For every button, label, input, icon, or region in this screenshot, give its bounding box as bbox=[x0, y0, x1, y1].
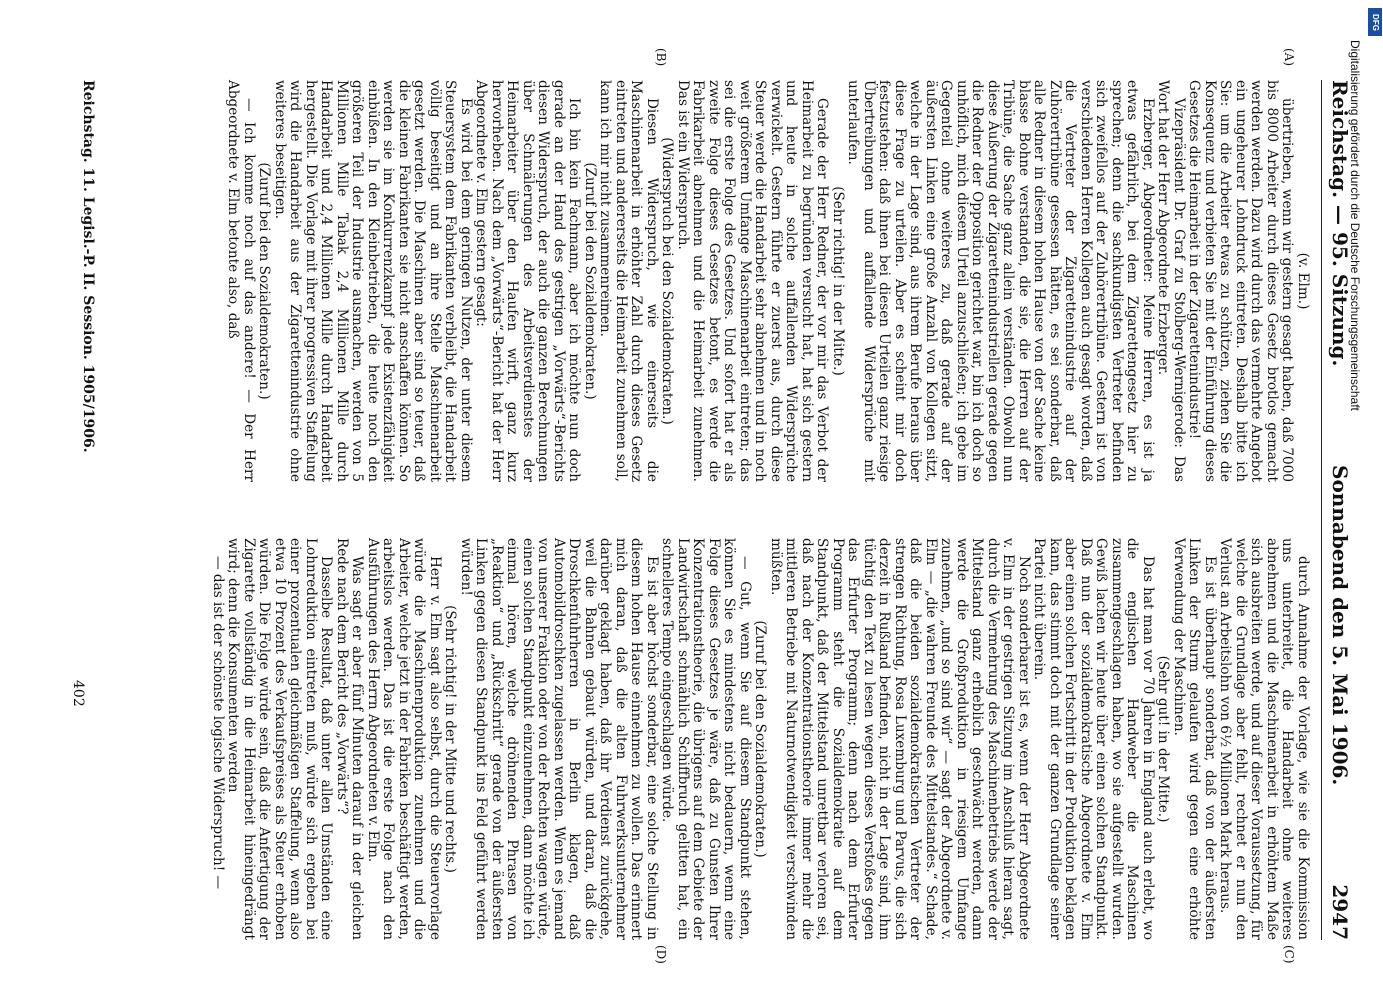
digitization-credit: Digitalisierung gefördert durch die Deutsche Forschungsgemeinschaft bbox=[1348, 40, 1362, 411]
paragraph: Diesen Widerspruch, wie einerseits die Maschinenarbeit in erhöhter Zahl durch dieses Gesetz eintreten und andererseits die Heimarbeit zunehmen soll, kann ich mir nicht zusammenreimen. bbox=[597, 80, 660, 482]
header-center: Sonnabend den 5. Mai 1906. bbox=[1328, 465, 1352, 786]
paragraph: — das ist der schönste logische Widerspruch! — bbox=[210, 556, 226, 890]
paragraph: Es wird bei dem geringen Nutzen, der unter diesem Steuersystem dem Fabrikanten verbleibt, die Handarbeit völlig beseitigt und an ihre Stelle Maschinenarbeit gesetzt werden. Die Maschinen aber sind so teuer, daß die kleinen Fabrikanten sie nicht anschaffen können. So werden sie im Konkurrenzkampf jede Existenzfähigkeit einbüßen. In den Kleinbetrieben, die heute noch den größeren Teil der Industrie ausmachen, werden von 5 Millionen Mille Tabak 2,4 Millionen Mille durch Handarbeit und 2,4 Millionen Mille durch Handarbeit hergestellt. Die Vorlage mit ihrer progressiven Staffelung wird die Handarbeit aus der Zigarettenindustrie ohne weiteres beseitigen. bbox=[272, 80, 474, 482]
paragraph: Erzberger, Abgeordneter: Meine Herren, es ist ja etwas gefährlich, bei dem Zigarettengesetz hier zu sprechen; denn die sachkundigsten Vertreter befinden sich zweifellos auf der Zuhörertribüne. Gestern ist von verschiedenen Herren Kollegen auch gesagt worden, daß die Vertreter der Zigarettenindustrie auf der Zuhörertribüne gesessen hätten, es sei sonderbar, daß alle Redner in diesem hohen Hause von der Sache keine blasse Bohne verstanden, die sie, die Herren auf der Tribüne, die Sache ganz allein verständen. Obwohl nun diese Äußerung der Zigarettenindustriellen gerade gegen die Redner der Opposition gerichtet war, bin ich doch so unhöflich, mich diesem Urteil anzuschließen; ich gebe im Gegenteil ohne weiteres zu, daß gerade auf der äußersten Linken eine große Anzahl von Kollegen sitzt, welche in der Lage sind, aus ihrem Berufe heraus über diese Frage zu urteilen. Aber es scheint mir doch festzustehen: daß ihnen bei diesen Urteilen ganz riesige Übertreibungen und auffallende Widersprüche mit unterlaufen. bbox=[845, 80, 1156, 482]
paragraph: Was sagt er aber fünf Minuten darauf in der gleichen Rede nach dem Bericht des „Vorwärts“? bbox=[334, 538, 366, 940]
paragraph: Das hat man vor 70 Jahren in England auch erlebt, wo die englischen Handweber die Maschinen zusammengeschlagen haben, wo sie aufgestellt wurden. Gewiß lachen wir heute über einen solchen Standpunkt. Daß nun der sozialdemokratische Abgeordnete v. Elm aber einen solchen Fortschritt in der Produktion beklagen kann, das stimmt doch mit der ganzen Grundlage seiner Partei nicht überein. bbox=[1031, 538, 1156, 940]
header-rule bbox=[1321, 80, 1322, 940]
footer-number: 402 bbox=[70, 680, 86, 707]
document-page bbox=[58, 40, 1358, 964]
paragraph: (Sehr richtig! in der Mitte und rechts.) bbox=[442, 605, 459, 873]
paragraph: (Zuruf bei den Sozialdemokraten.) bbox=[582, 162, 598, 400]
margin-mark-a: (A) bbox=[1282, 48, 1296, 67]
left-column bbox=[225, 80, 1310, 482]
paragraph: Herr v. Elm sagt also selbst, durch die Steuervorlage würde die Maschinenproduktion zunehmen und die Arbeiter, welche jetzt in der Fabriken beschäftigt werden, arbeitslos werden. Das ist die erste Folge nach den Ausführungen des Herrn Abgeordneten v. Elm. bbox=[365, 538, 443, 940]
right-column bbox=[210, 538, 1311, 940]
paragraph: (Sehr richtig! in der Mitte.) bbox=[830, 186, 846, 376]
paragraph: durch Annahme der Vorlage, wie sie die Kommission uns unterbreitet, die Handarbeit ohne weiteres abnehmen und die Maschinenarbeit in erhöhtem Maße sich ausbreiten werde, und auf dieser Voraussetzung, für welche die Grundlage aber fehlt, rechnet er nun den Verlust an Arbeitslohn von 6½ Millionen Mark heraus. bbox=[1217, 538, 1311, 940]
paragraph: Gerade der Herr Redner, der vor mir das Verbot der Heimarbeit zu begründen versucht hat, hat sich gestern und heute in solche auffallenden Widersprüche verwickelt. Gestern führte er zuerst aus, durch diese Steuer werde die Handarbeit sehr abnehmen und in noch weit größerem Umfange Maschinenarbeit eintreten; das sei die erste Folge des Gesetzes. Und sofort hat er als zweite Folge dieses Gesetzes betont, es werde die Fabrikarbeit abnehmen und die Heimarbeit zunehmen. Das ist ein Widerspruch. bbox=[675, 80, 831, 482]
margin-mark-c: (C) bbox=[1282, 945, 1296, 964]
footer-citation: Reichstag. 11. Legisl.-P. II. Session. 1905/1906. bbox=[80, 80, 96, 453]
paragraph: Ich bin kein Fachmann, aber ich möchte nun doch gerade an der Hand des gestrigen „Vorwärts“-Berichts diesen Widerspruch, der auch die ganzen Berechnungen über Schmälerungen des Arbeitsverdienstes der Heimarbeiter über den Haufen wirft, ganz kurz hervorheben. Nach dem „Vorwärts“-Bericht hat der Herr Abgeordnete v. Elm gestern gesagt: bbox=[473, 80, 583, 482]
paragraph: Es ist aber höchst sonderbar, eine solche Stellung in diesem hohen Hause einnehmen zu wollen. Das erinnert mich daran, daß die alten Fuhrwerksunternehmer darüber geklagt haben, daß ihr Verdienst zurückgehe, weil die Bahnen gebaut würden, und daran, daß die Droschkenfuhrherren in Berlin klagen, daß Automobildroschken zugelassen werden. Wenn es jemand von unserer Fraktion oder von der Rechten wagen würde, einen solchen Standpunkt einzunehmen, dann möchte ich einmal hören, welche dröhnenden Phrasen von „Reaktion“ und „Rückschritt“ gerade von der äußersten Linken gegen diesen Standpunkt ins Feld geführt werden würden! bbox=[458, 538, 660, 940]
paragraph: (Widerspruch bei den Sozialdemokraten.) bbox=[659, 137, 676, 425]
paragraph: (v. Elm.) bbox=[1295, 252, 1311, 310]
paragraph: (Sehr gut! in der Mitte.) bbox=[1155, 655, 1172, 823]
paragraph: übertrieben, wenn wir gestern gesagt haben, daß 7000 bis 8000 Arbeiter durch dieses Gesetz brotlos gemacht werden werden. Dazu wird durch das vermehrte Angebot ein ungeheurer Lohndruck eintreten. Deshalb bitte ich Sie: um die Arbeiter etwas zu schützen, ziehen Sie die Konsequenz und verbieten Sie mit der Einführung dieses Gesetzes die Heimarbeit in der Zigarettenindustrie! bbox=[1186, 80, 1296, 482]
paragraph: Noch sonderbarer ist es, wenn der Herr Abgeordnete v. Elm in der gestrigen Sitzung im Anschluß hieran sagt, durch die Vermehrung des Maschinenbetriebs werde der Mittelstand ganz erheblich geschwächt werden, dann werde die Großproduktion in riesigem Umfange zunehmen, „und so sind wir“ — sagt der Abgeordnete v. Elm — „die wahren Freunde des Mittelstandes.“ Schade, daß die beiden sozialdemokratischen Vertreter der strengen Richtung, Rosa Luxemburg und Parvus, die sich derzeit in Rußland befinden, nicht in der Lage sind, ihm tüchtig den Text zu lesen wegen dieses Verstoßes gegen das Erfurter Programm; denn nach dem Erfurter Programm steht die Sozialdemokratie auf dem Standpunkt, daß der Mittelstand unrettbar verloren sei, daß nach der Konzentrationstheorie immer mehr die mittleren Betriebe mit Naturnotwendigkeit verschwinden müßten. bbox=[768, 538, 1032, 940]
paragraph: — Ich komme noch auf das andere! — Der Herr Abgeordnete v. Elm betonte also, daß bbox=[225, 80, 257, 482]
paragraph: (Zuruf bei den Sozialdemokraten.) bbox=[256, 162, 273, 400]
margin-mark-d: (D) bbox=[654, 945, 668, 964]
paragraph: Dasselbe Resultat, daß unter allen Umständen eine Lohnreduktion eintreten muß, würde sich ergeben bei einer prozentualen gleichmäßigen Staffelung, wenn also etwa 10 Prozent des Verkaufspreises als Steuer erhoben würden. Die Folge würde sein, daß die Anfertigung der Zigarette vollständig in die Heimarbeit hineingedrängt wird; denn die Konsumenten werden bbox=[225, 538, 335, 940]
page-number: 2947 bbox=[1328, 884, 1352, 940]
header-left: Reichstag. — 95. Sitzung. bbox=[1328, 80, 1352, 367]
paragraph: — Gut, wenn Sie auf diesem Standpunkt stehen, können Sie es mindestens nicht bedauern, wenn eine Folge dieses Gesetzes je wäre, daß zu Gunsten Ihrer Konzentrationstheorie, die übrigens auf dem Gebiete der Landwirtschaft schmählich Schiffbruch gelitten hat, ein schnelleres Tempo eingeschlagen würde. bbox=[659, 538, 753, 940]
margin-mark-b: (B) bbox=[654, 48, 668, 67]
dfg-logo: DFG bbox=[1368, 8, 1382, 36]
paragraph: Vizepräsident Dr. Graf zu Stolberg-Wernigerode: Das Wort hat der Herr Abgeordnete Erzberger. bbox=[1155, 80, 1187, 482]
paragraph: Es ist überhaupt sonderbar, daß von der äußersten Linken der Sturm gelaufen wird gegen eine erhöhte Verwendung der Maschinen. bbox=[1171, 538, 1218, 940]
paragraph: (Zuruf bei den Sozialdemokraten.) bbox=[752, 620, 769, 858]
